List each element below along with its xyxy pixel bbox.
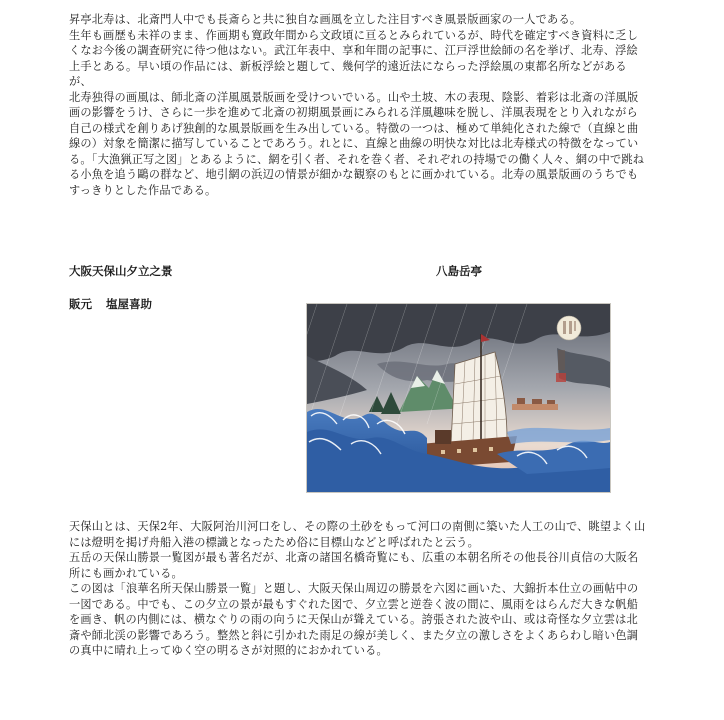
description-paragraph: 五岳の天保山勝景一覧図が最も著名だが、北斎の諸国名橋奇覧にも、広重の本朝名所その他長谷川貞信の大阪名所にも画かれている。 — [69, 551, 639, 580]
artist-name: 八島岳亭 — [436, 264, 482, 278]
intro-paragraph: 北寿独得の画風は、師北斎の洋風風景版画を受けついでいる。山や土坡、木の表現、陰影、着彩は北斎の洋風版画の影響をうけ、さらに一歩を進めて北斎の初期風景画にみられる洋風趣味を脱し、洋風表現をとり入れながら自己の様式を創りあげ独創的な風景版画を生み出している。特徴の一つは、極めて単純化された線で（直線と曲線の）対象を簡潔に描写していることであろう。れとに、直線と曲線の明快な対比は北寿様式の特徴をなっている。「大漁猟正写之図」とあるように、網を引く者、それを巻く者、それぞれの持場での働く人々、網の中で跳ねる小魚を追う鷗の群など、地引網の浜辺の情景が細かな観察のもとに画かれている。北寿の風景版画のうちでもすっきりとした作品である。 — [69, 90, 645, 197]
publisher-name: 塩屋喜助 — [106, 297, 152, 311]
publisher-line — [69, 296, 152, 312]
description-paragraph: この図は「浪華名所天保山勝景一覧」と題し、大阪天保山周辺の勝景を六図に画いた、大錦折本仕立の画帖中の一図である。中でも、この夕立の景が最もすぐれた図で、夕立雲と逆巻く波の間に、風雨をはらんだ大きな帆船を画き、帆の内側には、横なぐりの雨の向うに天保山が聳えている。誇張された波や山、或は奇怪な夕立雲は北斎や師北渓の影響であろう。整然と斜に引かれた雨足の線が美しく、また夕立の激しさをよくあらわし暗い色調の真中に晴れ上ってゆく空の明るさが対照的におかれている。 — [69, 582, 639, 657]
print-title: 大阪天保山夕立之景 — [69, 264, 173, 278]
woodblock-print-image — [306, 303, 611, 493]
ukiyoe-print-icon — [307, 304, 610, 492]
intro-paragraph: 生年も画歴も未祥のまま、作画期も寛政年間から文政頃に亘るとみられているが、時代を確定すべき資料に乏しくなお今後の調査研究に待つ他はない。武江年表中、享和年間の記事に、江戸浮世絵師の名を挙げ、北寿、浮絵上手とある。早い頃の作品には、新板浮絵と題して、幾何学的遠近法にならった浮絵風の東都名所などがあるが、 — [69, 28, 639, 88]
intro-text — [69, 12, 649, 198]
print-description — [69, 519, 649, 659]
intro-paragraph: 昇亭北寿は、北斎門人中でも長斎らと共に独自な画風を立した注目すべき風景版画家の一人である。 — [69, 13, 582, 26]
publisher-label: 販元 — [69, 297, 92, 311]
description-paragraph: 天保山とは、天保2年、大阪阿治川河口をし、その際の土砂をもって河口の南側に築いた人工の山で、眺望よく山には燈明を掲げ舟船入港の標識となったため俗に目標山などと呼ばれたと云う。 — [69, 520, 646, 549]
